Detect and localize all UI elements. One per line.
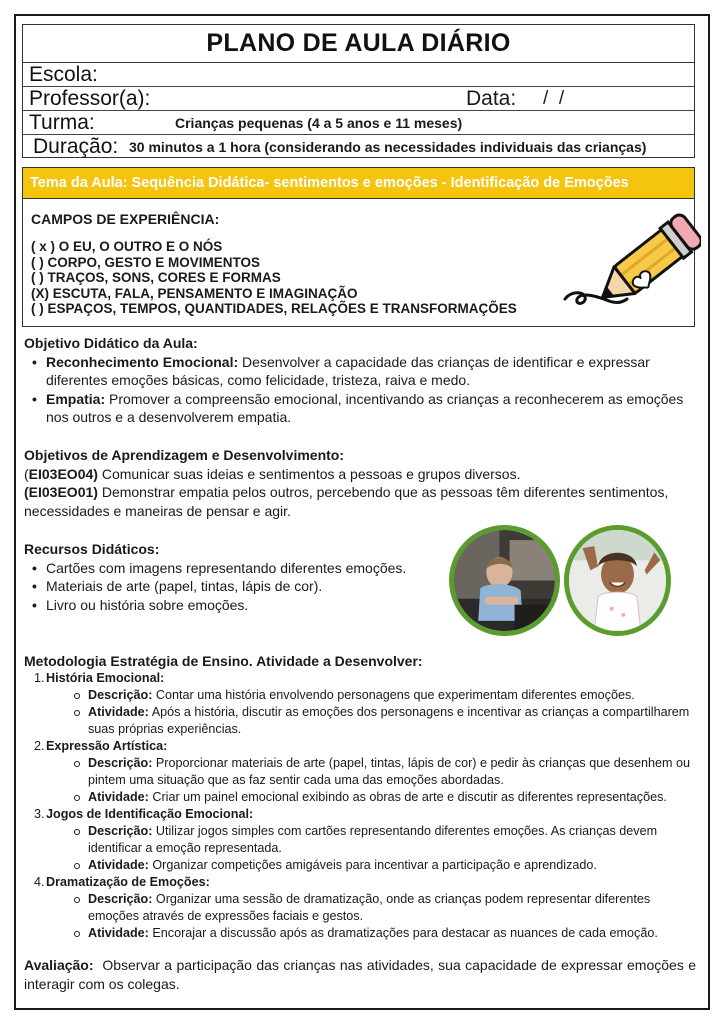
campos-list <box>31 239 517 317</box>
metodologia-item: 2. Expressão Artística: Descrição: Proporcionar materiais de arte (papel, tintas, lápis de cor) e pedir às crianças que desenhem ou pintem uma situação que as faz sentir cada uma das emoções abordadas. Atividade: Criar um painel emocional exibindo as obras de arte e discutir as diferentes representações. <box>24 738 696 806</box>
escola-label: Escola: <box>29 62 98 86</box>
data-label: Data: <box>466 87 517 110</box>
recursos-section <box>24 540 424 614</box>
avaliacao-section <box>24 956 700 994</box>
aprendizagem-section <box>24 446 696 520</box>
page-title: PLANO DE AULA DIÁRIO <box>23 25 694 63</box>
objetivo-title: Objetivo Didático da Aula: <box>24 335 198 351</box>
campo-item: ( ) CORPO, GESTO E MOVIMENTOS <box>31 254 261 270</box>
avaliacao-text: Observar a participação das crianças nas atividades, sua capacidade de expressar emoções e interagir com os colegas. <box>24 957 700 992</box>
campos-box <box>22 199 695 327</box>
campos-title: CAMPOS DE EXPERIÊNCIA: <box>31 211 220 227</box>
metodologia-section <box>24 652 696 942</box>
campo-item: ( ) TRAÇOS, SONS, CORES E FORMAS <box>31 270 281 286</box>
tema-banner: Tema da Aula: Sequência Didática- sentimentos e emoções - Identificação de Emoções <box>22 167 695 199</box>
duracao-value: 30 minutos a 1 hora (considerando as necessidades individuais das crianças) <box>129 139 647 155</box>
metodologia-title: Metodologia Estratégia de Ensino. Atividade a Desenvolver: <box>24 653 423 669</box>
turma-value: Crianças pequenas (4 a 5 anos e 11 meses) <box>175 115 463 131</box>
escola-row <box>23 63 694 87</box>
duracao-label: Duração: <box>33 135 119 158</box>
professor-row <box>23 87 694 111</box>
list-item: • Empatia: Promover a compreensão emocional, incentivando as crianças a reconhecerem as emoções nos outros e a desenvolverem empatia. <box>24 390 696 427</box>
data-value: / / <box>543 88 565 109</box>
avaliacao-label: Avaliação: <box>24 957 94 973</box>
objetivo-section <box>24 334 696 427</box>
duracao-row <box>23 135 694 159</box>
metodologia-item: 4. Dramatização de Emoções: Descrição: Organizar uma sessão de dramatização, onde as crianças podem representar diferentes emoções através de expressões faciais e gestos. Atividade: Encorajar a discussão após as dramatizações para destacar as nuances de cada emoção. <box>24 874 696 942</box>
list-item: • Materiais de arte (papel, tintas, lápis de cor). <box>24 577 424 596</box>
campo-item: (X) ESCUTA, FALA, PENSAMENTO E IMAGINAÇÃO <box>31 285 358 301</box>
turma-row <box>23 111 694 135</box>
turma-label: Turma: <box>29 110 95 134</box>
sad-child-photo <box>449 525 560 636</box>
aprendizagem-item: (EI03EO04) Comunicar suas ideias e sentimentos a pessoas e grupos diversos. <box>24 465 521 482</box>
list-item: • Cartões com imagens representando diferentes emoções. <box>24 559 424 578</box>
pencil-icon <box>561 207 701 315</box>
header-box <box>22 24 695 158</box>
aprendizagem-title: Objetivos de Aprendizagem e Desenvolvimento: <box>24 447 345 463</box>
list-item: • Livro ou história sobre emoções. <box>24 596 424 615</box>
professor-label: Professor(a): <box>29 86 151 110</box>
recursos-title: Recursos Didáticos: <box>24 541 160 557</box>
list-item: • Reconhecimento Emocional: Desenvolver a capacidade das crianças de identificar e expressar diferentes emoções básicas, como felicidade, tristeza, raiva e medo. <box>24 353 696 390</box>
happy-child-photo <box>564 525 671 636</box>
aprendizagem-item: (EI03EO01) Demonstrar empatia pelos outros, percebendo que as pessoas têm diferentes sentimentos, necessidades e maneiras de pensar e agir. <box>24 484 669 519</box>
campo-item: ( x ) O EU, O OUTRO E O NÓS <box>31 239 223 254</box>
metodologia-item: 3. Jogos de Identificação Emocional: Descrição: Utilizar jogos simples com cartões representando diferentes emoções. As crianças devem identificar a emoção representada. Atividade: Organizar competições amigáveis para incentivar a participação e aprendizado. <box>24 806 696 874</box>
campo-item: ( ) ESPAÇOS, TEMPOS, QUANTIDADES, RELAÇÕES E TRANSFORMAÇÕES <box>31 301 517 317</box>
metodologia-item: 1. História Emocional: Descrição: Contar uma história envolvendo personagens que experimentam diferentes emoções. Atividade: Após a história, discutir as emoções dos personagens e incentivar as crianças a compartilharem suas próprias experiências. <box>24 670 696 738</box>
